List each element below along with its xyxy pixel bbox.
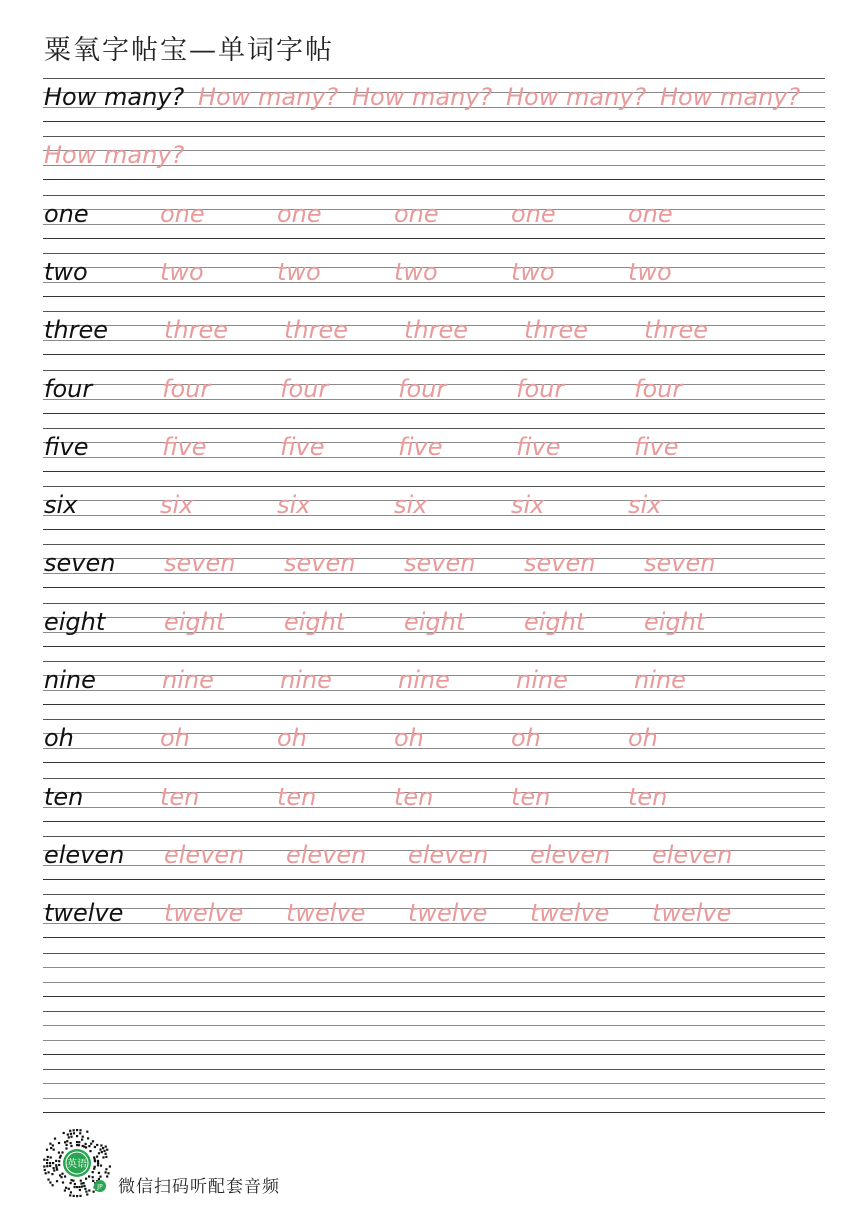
qr-dot bbox=[83, 1185, 85, 1187]
guide-line bbox=[43, 311, 825, 312]
qr-dot bbox=[85, 1146, 87, 1148]
model-word: two bbox=[44, 258, 88, 286]
trace-word: oh bbox=[628, 724, 658, 752]
qr-dot bbox=[64, 1175, 66, 1177]
trace-word: eight bbox=[524, 608, 586, 636]
trace-word: one bbox=[394, 200, 439, 228]
model-word: nine bbox=[44, 666, 96, 694]
guide-line bbox=[43, 428, 825, 429]
qr-dot bbox=[67, 1134, 69, 1136]
qr-dot bbox=[46, 1149, 48, 1151]
qr-dot bbox=[85, 1143, 87, 1145]
qr-badge-label: 英语 bbox=[67, 1159, 87, 1170]
qr-dot bbox=[81, 1186, 83, 1188]
qr-dot bbox=[79, 1195, 81, 1197]
guide-line bbox=[43, 471, 825, 472]
guide-line bbox=[43, 1083, 825, 1084]
qr-dot bbox=[74, 1183, 76, 1185]
trace-word: seven bbox=[404, 549, 476, 577]
trace-word: eight bbox=[164, 608, 226, 636]
guide-line bbox=[43, 238, 825, 239]
trace-word: four bbox=[634, 375, 683, 403]
qr-dot bbox=[63, 1132, 65, 1134]
qr-dot bbox=[49, 1181, 51, 1183]
guide-line bbox=[43, 486, 825, 487]
trace-word: oh bbox=[394, 724, 424, 752]
trace-word: twelve bbox=[164, 899, 244, 927]
guide-line bbox=[43, 937, 825, 938]
model-word: ten bbox=[44, 783, 84, 811]
trace-word: twelve bbox=[408, 899, 488, 927]
qr-dot bbox=[46, 1159, 48, 1161]
guide-line bbox=[43, 179, 825, 180]
qr-dot bbox=[54, 1138, 56, 1140]
qr-dot bbox=[65, 1147, 67, 1149]
qr-dot bbox=[92, 1176, 94, 1178]
qr-dot bbox=[92, 1180, 94, 1182]
trace-word: two bbox=[511, 258, 555, 286]
qr-dot bbox=[79, 1129, 81, 1131]
qr-dot bbox=[100, 1165, 102, 1167]
trace-word: four bbox=[162, 375, 211, 403]
qr-dot bbox=[88, 1145, 90, 1147]
writing-row bbox=[43, 953, 825, 997]
qr-dot bbox=[96, 1144, 98, 1146]
model-word: twelve bbox=[44, 899, 124, 927]
qr-dot bbox=[59, 1174, 61, 1176]
guide-line bbox=[43, 704, 825, 705]
qr-dot bbox=[79, 1132, 81, 1134]
qr-dot bbox=[99, 1176, 101, 1178]
trace-word: ten bbox=[511, 783, 551, 811]
model-word: four bbox=[44, 375, 93, 403]
qr-dot bbox=[88, 1189, 90, 1191]
qr-dot bbox=[70, 1179, 72, 1181]
qr-dot bbox=[72, 1180, 74, 1182]
qr-dot bbox=[79, 1186, 81, 1188]
trace-word: two bbox=[394, 258, 438, 286]
qr-dot bbox=[62, 1181, 64, 1183]
model-word: How many? bbox=[44, 83, 185, 111]
qr-dot bbox=[103, 1150, 105, 1152]
qr-corner-label: JP bbox=[97, 1183, 103, 1191]
qr-dot bbox=[76, 1186, 78, 1188]
trace-word: twelve bbox=[286, 899, 366, 927]
trace-word: one bbox=[277, 200, 322, 228]
trace-word: nine bbox=[280, 666, 332, 694]
qr-dot bbox=[97, 1160, 99, 1162]
model-word: seven bbox=[44, 549, 116, 577]
qr-dot bbox=[51, 1173, 53, 1175]
trace-word: How many? bbox=[198, 83, 339, 111]
qr-dot bbox=[105, 1171, 107, 1173]
trace-word: How many? bbox=[506, 83, 647, 111]
model-word: oh bbox=[44, 724, 74, 752]
trace-word: oh bbox=[160, 724, 190, 752]
qr-dot bbox=[93, 1168, 95, 1170]
trace-word: seven bbox=[164, 549, 236, 577]
guide-line bbox=[43, 195, 825, 196]
qr-dot bbox=[93, 1191, 95, 1193]
qr-dot bbox=[49, 1162, 51, 1164]
qr-dot bbox=[76, 1195, 78, 1197]
qr-dot bbox=[55, 1160, 57, 1162]
page-title: 粟氧字帖宝—单词字帖 bbox=[44, 35, 334, 66]
qr-dot bbox=[70, 1142, 72, 1144]
model-word: eight bbox=[44, 608, 106, 636]
qr-dot bbox=[64, 1141, 66, 1143]
writing-row bbox=[43, 1011, 825, 1055]
guide-line bbox=[43, 879, 825, 880]
qr-dot bbox=[92, 1140, 94, 1142]
qr-dot bbox=[76, 1129, 78, 1131]
qr-dot bbox=[79, 1189, 81, 1191]
guide-line bbox=[43, 136, 825, 137]
trace-word: two bbox=[628, 258, 672, 286]
trace-word: three bbox=[164, 316, 229, 344]
qr-dot bbox=[97, 1162, 99, 1164]
qr-dot bbox=[78, 1144, 80, 1146]
guide-line bbox=[43, 529, 825, 530]
qr-dot bbox=[78, 1141, 80, 1143]
footer-instruction: 微信扫码听配套音频 bbox=[118, 1177, 280, 1197]
qr-dot bbox=[66, 1144, 68, 1146]
qr-dot bbox=[102, 1147, 104, 1149]
qr-dot bbox=[58, 1142, 60, 1144]
qr-dot bbox=[97, 1164, 99, 1166]
qr-dot bbox=[100, 1144, 102, 1146]
trace-word: seven bbox=[644, 549, 716, 577]
qr-dot bbox=[94, 1160, 96, 1162]
guide-line bbox=[43, 121, 825, 122]
qr-dot bbox=[85, 1191, 87, 1193]
qr-dot bbox=[56, 1180, 58, 1182]
qr-dot bbox=[105, 1153, 107, 1155]
model-word: six bbox=[44, 491, 78, 519]
qr-dot bbox=[70, 1145, 72, 1147]
guide-line bbox=[43, 967, 825, 968]
qr-dot bbox=[105, 1156, 107, 1158]
qr-dot bbox=[73, 1195, 75, 1197]
qr-dot bbox=[102, 1156, 104, 1158]
guide-line bbox=[43, 661, 825, 662]
guide-line bbox=[43, 354, 825, 355]
guide-line bbox=[43, 253, 825, 254]
trace-word: twelve bbox=[652, 899, 732, 927]
qr-dot bbox=[46, 1165, 48, 1167]
trace-word: two bbox=[277, 258, 321, 286]
trace-word: oh bbox=[277, 724, 307, 752]
qr-dot bbox=[69, 1130, 71, 1132]
qr-dot bbox=[88, 1175, 90, 1177]
qr-dot bbox=[49, 1143, 51, 1145]
trace-word: five bbox=[162, 433, 207, 461]
guide-line bbox=[43, 1112, 825, 1113]
qr-dot bbox=[89, 1150, 91, 1152]
qr-code-icon[interactable] bbox=[42, 1128, 112, 1198]
guide-line bbox=[43, 78, 825, 79]
qr-dot bbox=[58, 1164, 60, 1166]
qr-dot bbox=[105, 1168, 107, 1170]
trace-word: five bbox=[516, 433, 561, 461]
guide-line bbox=[43, 1098, 825, 1099]
trace-word: six bbox=[511, 491, 545, 519]
guide-line bbox=[43, 413, 825, 414]
guide-line bbox=[43, 370, 825, 371]
qr-dot bbox=[81, 1139, 83, 1141]
qr-dot bbox=[84, 1188, 86, 1190]
trace-word: How many? bbox=[660, 83, 801, 111]
qr-dot bbox=[105, 1146, 107, 1148]
trace-word: How many? bbox=[352, 83, 493, 111]
trace-word: five bbox=[280, 433, 325, 461]
qr-dot bbox=[65, 1187, 67, 1189]
qr-dot bbox=[74, 1186, 76, 1188]
model-word: five bbox=[44, 433, 89, 461]
qr-dot bbox=[61, 1151, 63, 1153]
guide-line bbox=[43, 821, 825, 822]
qr-dot bbox=[68, 1188, 70, 1190]
guide-line bbox=[43, 894, 825, 895]
qr-dot bbox=[85, 1178, 87, 1180]
qr-dot bbox=[90, 1143, 92, 1145]
qr-dot bbox=[99, 1149, 101, 1151]
trace-word: eleven bbox=[530, 841, 611, 869]
qr-dot bbox=[94, 1166, 96, 1168]
qr-dot bbox=[96, 1156, 98, 1158]
trace-word: ten bbox=[628, 783, 668, 811]
qr-dot bbox=[56, 1166, 58, 1168]
trace-word: eleven bbox=[286, 841, 367, 869]
qr-dot bbox=[58, 1160, 60, 1162]
trace-word: How many? bbox=[44, 141, 185, 169]
trace-word: seven bbox=[284, 549, 356, 577]
guide-line bbox=[43, 1054, 825, 1055]
guide-line bbox=[43, 1025, 825, 1026]
trace-word: eight bbox=[644, 608, 706, 636]
trace-word: eight bbox=[284, 608, 346, 636]
trace-word: eight bbox=[404, 608, 466, 636]
trace-word: nine bbox=[162, 666, 214, 694]
qr-dot bbox=[53, 1167, 55, 1169]
trace-word: ten bbox=[160, 783, 200, 811]
qr-dot bbox=[106, 1149, 108, 1151]
qr-dot bbox=[55, 1164, 57, 1166]
trace-word: four bbox=[516, 375, 565, 403]
qr-dot bbox=[82, 1136, 84, 1138]
model-word: three bbox=[44, 316, 109, 344]
trace-word: three bbox=[284, 316, 349, 344]
qr-dot bbox=[58, 1152, 60, 1154]
qr-dot bbox=[53, 1169, 55, 1171]
qr-dot bbox=[52, 1184, 54, 1186]
trace-word: oh bbox=[511, 724, 541, 752]
trace-word: six bbox=[394, 491, 428, 519]
qr-dot bbox=[73, 1132, 75, 1134]
trace-word: three bbox=[524, 316, 589, 344]
qr-dot bbox=[47, 1156, 49, 1158]
trace-word: nine bbox=[634, 666, 686, 694]
guide-line bbox=[43, 646, 825, 647]
qr-dot bbox=[64, 1189, 66, 1191]
trace-word: six bbox=[277, 491, 311, 519]
model-word: one bbox=[44, 200, 89, 228]
qr-dot bbox=[44, 1169, 46, 1171]
qr-dot bbox=[93, 1156, 95, 1158]
qr-dot bbox=[49, 1165, 51, 1167]
writing-row bbox=[43, 1069, 825, 1113]
trace-word: nine bbox=[516, 666, 568, 694]
trace-word: one bbox=[511, 200, 556, 228]
qr-dot bbox=[98, 1178, 100, 1180]
guide-line bbox=[43, 1011, 825, 1012]
qr-dot bbox=[86, 1193, 88, 1195]
trace-word: three bbox=[644, 316, 709, 344]
qr-dot bbox=[73, 1129, 75, 1131]
trace-word: twelve bbox=[530, 899, 610, 927]
qr-dot bbox=[47, 1179, 49, 1181]
qr-dot bbox=[107, 1172, 109, 1174]
guide-line bbox=[43, 1069, 825, 1070]
qr-dot bbox=[52, 1162, 54, 1164]
trace-word: three bbox=[404, 316, 469, 344]
guide-line bbox=[43, 719, 825, 720]
qr-dot bbox=[70, 1136, 72, 1138]
qr-dot bbox=[60, 1155, 62, 1157]
qr-dot bbox=[70, 1182, 72, 1184]
model-word: eleven bbox=[44, 841, 125, 869]
guide-line bbox=[43, 762, 825, 763]
qr-dot bbox=[92, 1171, 94, 1173]
guide-line bbox=[43, 1040, 825, 1041]
guide-line bbox=[43, 778, 825, 779]
qr-dot bbox=[98, 1152, 100, 1154]
qr-dot bbox=[98, 1172, 100, 1174]
trace-word: two bbox=[160, 258, 204, 286]
qr-dot bbox=[83, 1182, 85, 1184]
guide-line bbox=[43, 982, 825, 983]
qr-dot bbox=[69, 1194, 71, 1196]
trace-word: eleven bbox=[652, 841, 733, 869]
guide-line bbox=[43, 836, 825, 837]
qr-dot bbox=[61, 1173, 63, 1175]
qr-dot bbox=[50, 1147, 52, 1149]
guide-line bbox=[43, 296, 825, 297]
guide-line bbox=[43, 544, 825, 545]
qr-dot bbox=[76, 1141, 78, 1143]
guide-line bbox=[43, 587, 825, 588]
qr-dot bbox=[87, 1137, 89, 1139]
guide-line bbox=[43, 953, 825, 954]
qr-dot bbox=[48, 1171, 50, 1173]
trace-word: eleven bbox=[164, 841, 245, 869]
qr-dot bbox=[52, 1144, 54, 1146]
trace-word: four bbox=[280, 375, 329, 403]
qr-dot bbox=[46, 1162, 48, 1164]
qr-dot bbox=[43, 1159, 45, 1161]
qr-dot bbox=[106, 1175, 108, 1177]
qr-dot bbox=[94, 1146, 96, 1148]
trace-word: eleven bbox=[408, 841, 489, 869]
qr-dot bbox=[86, 1131, 88, 1133]
trace-word: one bbox=[160, 200, 205, 228]
trace-word: nine bbox=[398, 666, 450, 694]
guide-line bbox=[43, 996, 825, 997]
trace-word: six bbox=[160, 491, 194, 519]
guide-line bbox=[43, 603, 825, 604]
trace-word: four bbox=[398, 375, 447, 403]
qr-dot bbox=[80, 1183, 82, 1185]
trace-word: one bbox=[628, 200, 673, 228]
qr-dot bbox=[56, 1169, 58, 1171]
qr-dot bbox=[109, 1165, 111, 1167]
trace-word: five bbox=[634, 433, 679, 461]
qr-dot bbox=[66, 1140, 68, 1142]
trace-word: six bbox=[628, 491, 662, 519]
qr-dot bbox=[50, 1156, 52, 1158]
qr-dot bbox=[80, 1180, 82, 1182]
qr-dot bbox=[43, 1165, 45, 1167]
qr-dot bbox=[68, 1136, 70, 1138]
qr-dot bbox=[76, 1144, 78, 1146]
qr-dot bbox=[70, 1133, 72, 1135]
qr-dot bbox=[45, 1172, 47, 1174]
trace-word: ten bbox=[277, 783, 317, 811]
qr-dot bbox=[53, 1149, 55, 1151]
trace-word: ten bbox=[394, 783, 434, 811]
trace-word: seven bbox=[524, 549, 596, 577]
qr-dot bbox=[101, 1151, 103, 1153]
qr-dot bbox=[76, 1135, 78, 1137]
qr-dot bbox=[70, 1191, 72, 1193]
trace-word: five bbox=[398, 433, 443, 461]
